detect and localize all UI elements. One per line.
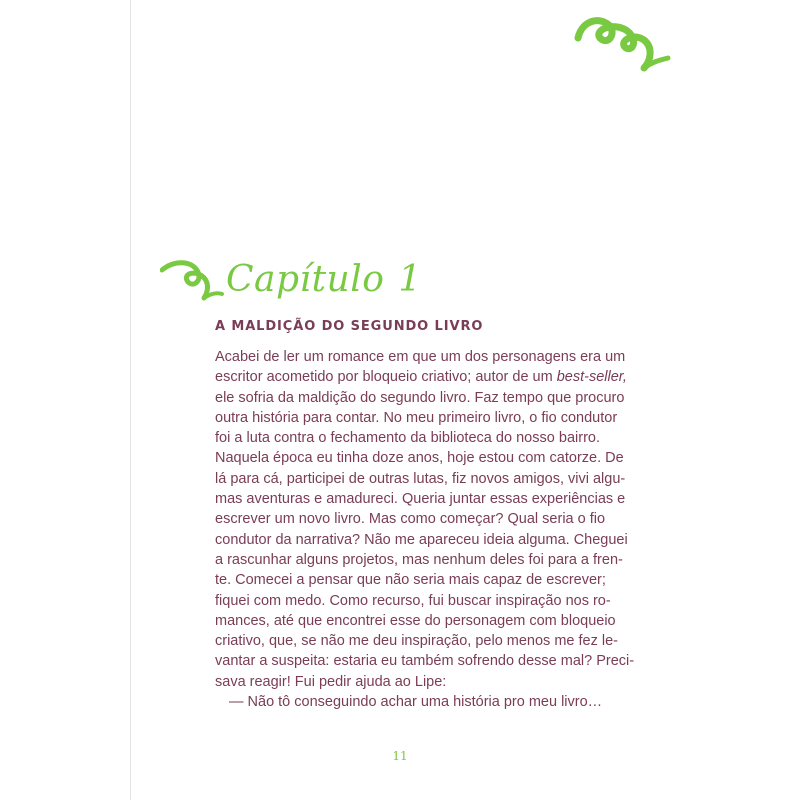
body-line <box>215 367 627 387</box>
italic-term: best-seller, <box>556 369 627 386</box>
chapter-heading <box>226 259 422 300</box>
body-line: foi a luta contra o fechamento da biblioteca do nosso bairro. <box>215 430 600 447</box>
corner-swirl-decoration <box>572 8 672 74</box>
body-line: Acabei de ler um romance em que um dos personagens era um <box>215 349 626 365</box>
body-line: lá para cá, participei de outras lutas, fiz novos amigos, vivi algu- <box>215 470 626 487</box>
body-line-text: escritor acometido por bloqueio criativo; autor de um <box>215 369 553 386</box>
body-line: ele sofria da maldição do segundo livro. Faz tempo que procuro <box>215 389 625 406</box>
body-line: mas aventuras e amadureci. Queria juntar essas experiências e <box>215 491 626 508</box>
body-line: vantar a suspeita: estaria eu também sofrendo desse mal? Preci- <box>215 653 635 670</box>
page-number: 11 <box>392 749 408 763</box>
body-line: condutor da narrativa? Não me apareceu ideia alguma. Cheguei <box>215 531 628 548</box>
chapter-body-text <box>215 347 635 712</box>
chapter-swirl-decoration <box>160 258 224 304</box>
body-line: sava reagir! Fui pedir ajuda ao Lipe: <box>215 673 447 690</box>
body-line: a rascunhar alguns projetos, mas nenhum deles foi para a fren- <box>215 551 623 568</box>
body-line: fiquei com medo. Como recurso, fui buscar inspiração nos ro- <box>215 592 611 609</box>
page-edge <box>130 0 131 800</box>
body-line: te. Comecei a pensar que não seria mais capaz de escrever; <box>215 572 606 589</box>
chapter-subtitle: A MALDIÇÃO DO SEGUNDO LIVRO <box>215 319 484 334</box>
body-line: criativo, que, se não me deu inspiração, pelo menos me fez le- <box>215 633 618 650</box>
body-line: Naquela época eu tinha doze anos, hoje estou com catorze. De <box>215 450 624 467</box>
body-line: outra história para contar. No meu primeiro livro, o fio condutor <box>215 409 618 426</box>
dialogue-line: — Não tô conseguindo achar uma história pro meu livro… <box>229 694 603 711</box>
body-line: mances, até que encontrei esse do personagem com bloqueio <box>215 612 616 629</box>
chapter-number: 1 <box>398 259 422 300</box>
chapter-heading-label: Capítulo <box>226 259 385 300</box>
body-line: escrever um novo livro. Mas como começar? Qual seria o fio <box>215 511 606 528</box>
